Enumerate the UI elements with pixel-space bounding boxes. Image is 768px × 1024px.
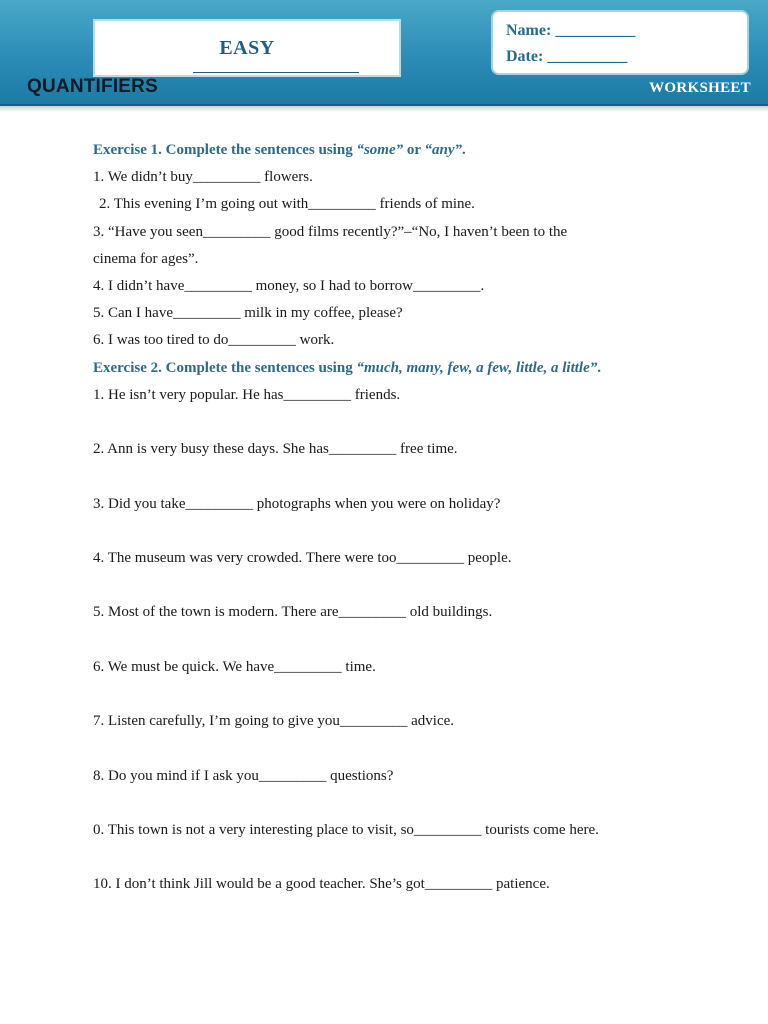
worksheet-label: WORKSHEET — [649, 80, 751, 96]
exercise-1-heading — [93, 137, 733, 164]
spacer — [93, 409, 733, 436]
exercise-1-some: “some” — [356, 142, 404, 158]
exercise-1-or: or — [403, 142, 425, 158]
level-label: EASY — [219, 37, 275, 59]
exercise-1-sentence-3-cont: cinema for ages”. — [93, 250, 199, 267]
spacer — [93, 735, 733, 762]
spacer — [93, 681, 733, 708]
exercise-2-sentence-1: 1. He isn’t very popular. He has_________ friends. — [93, 386, 401, 403]
spacer — [93, 572, 733, 599]
spacer — [93, 627, 733, 654]
worksheet-title: QUANTIFIERS — [27, 76, 158, 97]
exercise-1-heading-end: . — [462, 142, 466, 158]
exercise-2-sentence-3: 3. Did you take_________ photographs when you were on holiday? — [93, 495, 501, 512]
exercise-2-sentence-8: 8. Do you mind if I ask you_________ questions? — [93, 767, 394, 784]
name-field[interactable]: Name: __________ — [506, 22, 636, 39]
date-field[interactable]: Date: __________ — [506, 48, 628, 65]
exercise-2-heading-end: . — [597, 359, 602, 376]
spacer — [93, 518, 733, 545]
exercise-2-sentence-6: 6. We must be quick. We have_________ time. — [93, 658, 376, 675]
exercise-1-sentence-3: 3. “Have you seen_________ good films recently?”–“No, I haven’t been to the — [93, 223, 568, 240]
exercise-2-sentence-7: 7. Listen carefully, I’m going to give you_________ advice. — [93, 713, 455, 730]
exercise-1-sentence-1: 1. We didn’t buy_________ flowers. — [93, 169, 313, 186]
exercise-2-sentence-5: 5. Most of the town is modern. There are_________ old buildings. — [93, 604, 493, 621]
spacer — [93, 463, 733, 490]
student-info-box — [491, 10, 749, 75]
exercise-2-sentence-4: 4. The museum was very crowded. There were too_________ people. — [93, 550, 512, 566]
exercise-2-heading — [93, 355, 733, 382]
exercise-1-sentence-4: 4. I didn’t have_________ money, so I had to borrow_________. — [93, 278, 485, 295]
spacer — [93, 790, 733, 817]
exercise-2-heading-prefix: Exercise 2. Complete the sentences using — [93, 359, 357, 376]
exercise-1-sentence-5: 5. Can I have_________ milk in my coffee, please? — [93, 305, 403, 322]
exercise-1-any: “any” — [424, 142, 462, 158]
exercise-1-sentence-2: 2. This evening I’m going out with_________ friends of mine. — [99, 196, 475, 213]
level-box — [93, 19, 401, 77]
exercise-1-heading-prefix: Exercise 1. Complete the sentences using — [93, 142, 357, 158]
worksheet-content — [93, 137, 733, 899]
exercise-2-sentence-10: 10. I don’t think Jill would be a good teacher. She’s got_________ patience. — [93, 876, 550, 893]
exercise-2-words: “much, many, few, a few, little, a little” — [356, 359, 598, 376]
spacer — [93, 844, 733, 871]
exercise-1-sentence-6: 6. I was too tired to do_________ work. — [93, 332, 335, 349]
banner-shadow — [0, 104, 768, 112]
exercise-2-sentence-2: 2. Ann is very busy these days. She has_________ free time. — [93, 441, 458, 458]
level-underline — [193, 72, 359, 73]
exercise-2-sentence-9: 0. This town is not a very interesting place to visit, so_________ tourists come here. — [93, 821, 599, 838]
